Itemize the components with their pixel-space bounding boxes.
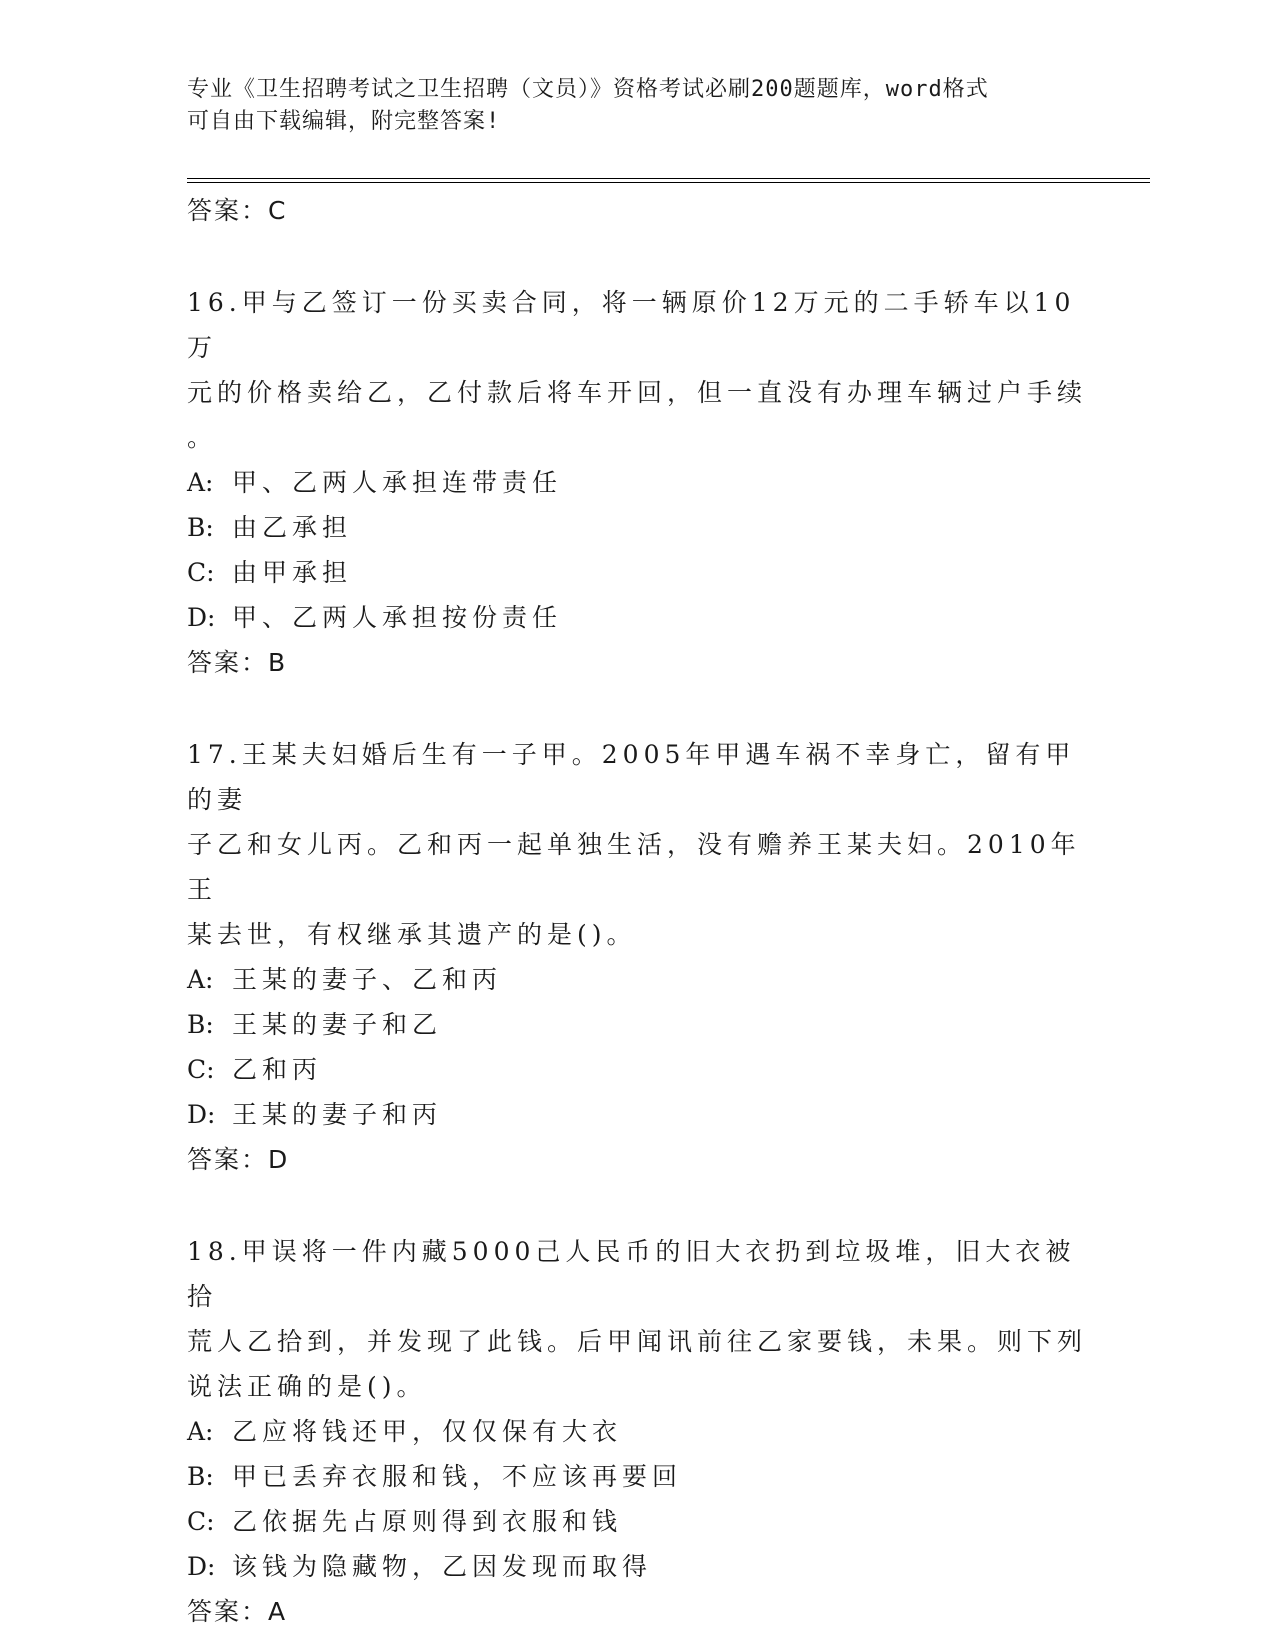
- option-b: B: 王某的妻子和乙: [187, 1010, 443, 1039]
- option-b: B: 由乙承担: [187, 513, 353, 542]
- stem-line: 元的价格卖给乙，乙付款后将车开回，但一直没有办理车辆过户手续: [187, 378, 1088, 407]
- answer: 答案：A: [187, 1597, 288, 1626]
- answer: 答案：B: [187, 648, 288, 677]
- option-d: D: 王某的妻子和丙: [187, 1100, 443, 1129]
- option-c: C: 乙依据先占原则得到衣服和钱: [187, 1507, 623, 1536]
- option-c: C: 由甲承担: [187, 558, 353, 587]
- header-line-2: 可自由下载编辑，附完整答案!: [187, 109, 501, 134]
- header-rule-top: [187, 178, 1150, 179]
- option-a: A: 甲、乙两人承担连带责任: [187, 468, 563, 497]
- stem-line: 荒人乙拾到，并发现了此钱。后甲闻讯前往乙家要钱，未果。则下列: [187, 1327, 1088, 1356]
- stem-line: 子乙和女儿丙。乙和丙一起单独生活，没有赡养王某夫妇。2010年王: [187, 830, 1081, 904]
- answer: 答案：D: [187, 1145, 290, 1174]
- option-d: D: 该钱为隐藏物，乙因发现而取得: [187, 1552, 653, 1581]
- document-header: [187, 74, 1067, 138]
- question-number: 17.: [187, 740, 242, 769]
- question-number: 18.: [187, 1237, 242, 1266]
- question-list: [187, 188, 1087, 1634]
- option-c: C: 乙和丙: [187, 1055, 323, 1084]
- header-line-1: 专业《卫生招聘考试之卫生招聘（文员）》资格考试必刷200题题库，word格式: [187, 77, 989, 102]
- stem-line: 。: [187, 423, 218, 452]
- question-17: [187, 732, 1087, 1182]
- question-stem: [187, 732, 1087, 957]
- question-number: 16.: [187, 288, 242, 317]
- stem-line: 说法正确的是()。: [187, 1372, 427, 1401]
- option-a: A: 王某的妻子、乙和丙: [187, 965, 503, 994]
- question-16: [187, 280, 1087, 685]
- question-18: [187, 1229, 1087, 1634]
- stem-line: 某去世，有权继承其遗产的是()。: [187, 920, 637, 949]
- stem-line: 17.王某夫妇婚后生有一子甲。2005年甲遇车祸不幸身亡，留有甲的妻: [187, 740, 1076, 814]
- header-rule-bottom: [187, 182, 1150, 183]
- option-a: A: 乙应将钱还甲，仅仅保有大衣: [187, 1417, 623, 1446]
- question-stem: [187, 1229, 1087, 1409]
- option-b: B: 甲已丢弃衣服和钱，不应该再要回: [187, 1462, 683, 1491]
- stem-line: 18.甲误将一件内藏5000己人民币的旧大衣扔到垃圾堆，旧大衣被拾: [187, 1237, 1076, 1311]
- option-d: D: 甲、乙两人承担按份责任: [187, 603, 563, 632]
- stem-line: 16.甲与乙签订一份买卖合同，将一辆原价12万元的二手轿车以10万: [187, 288, 1076, 362]
- previous-answer: 答案：C: [187, 196, 288, 225]
- question-stem: [187, 280, 1087, 460]
